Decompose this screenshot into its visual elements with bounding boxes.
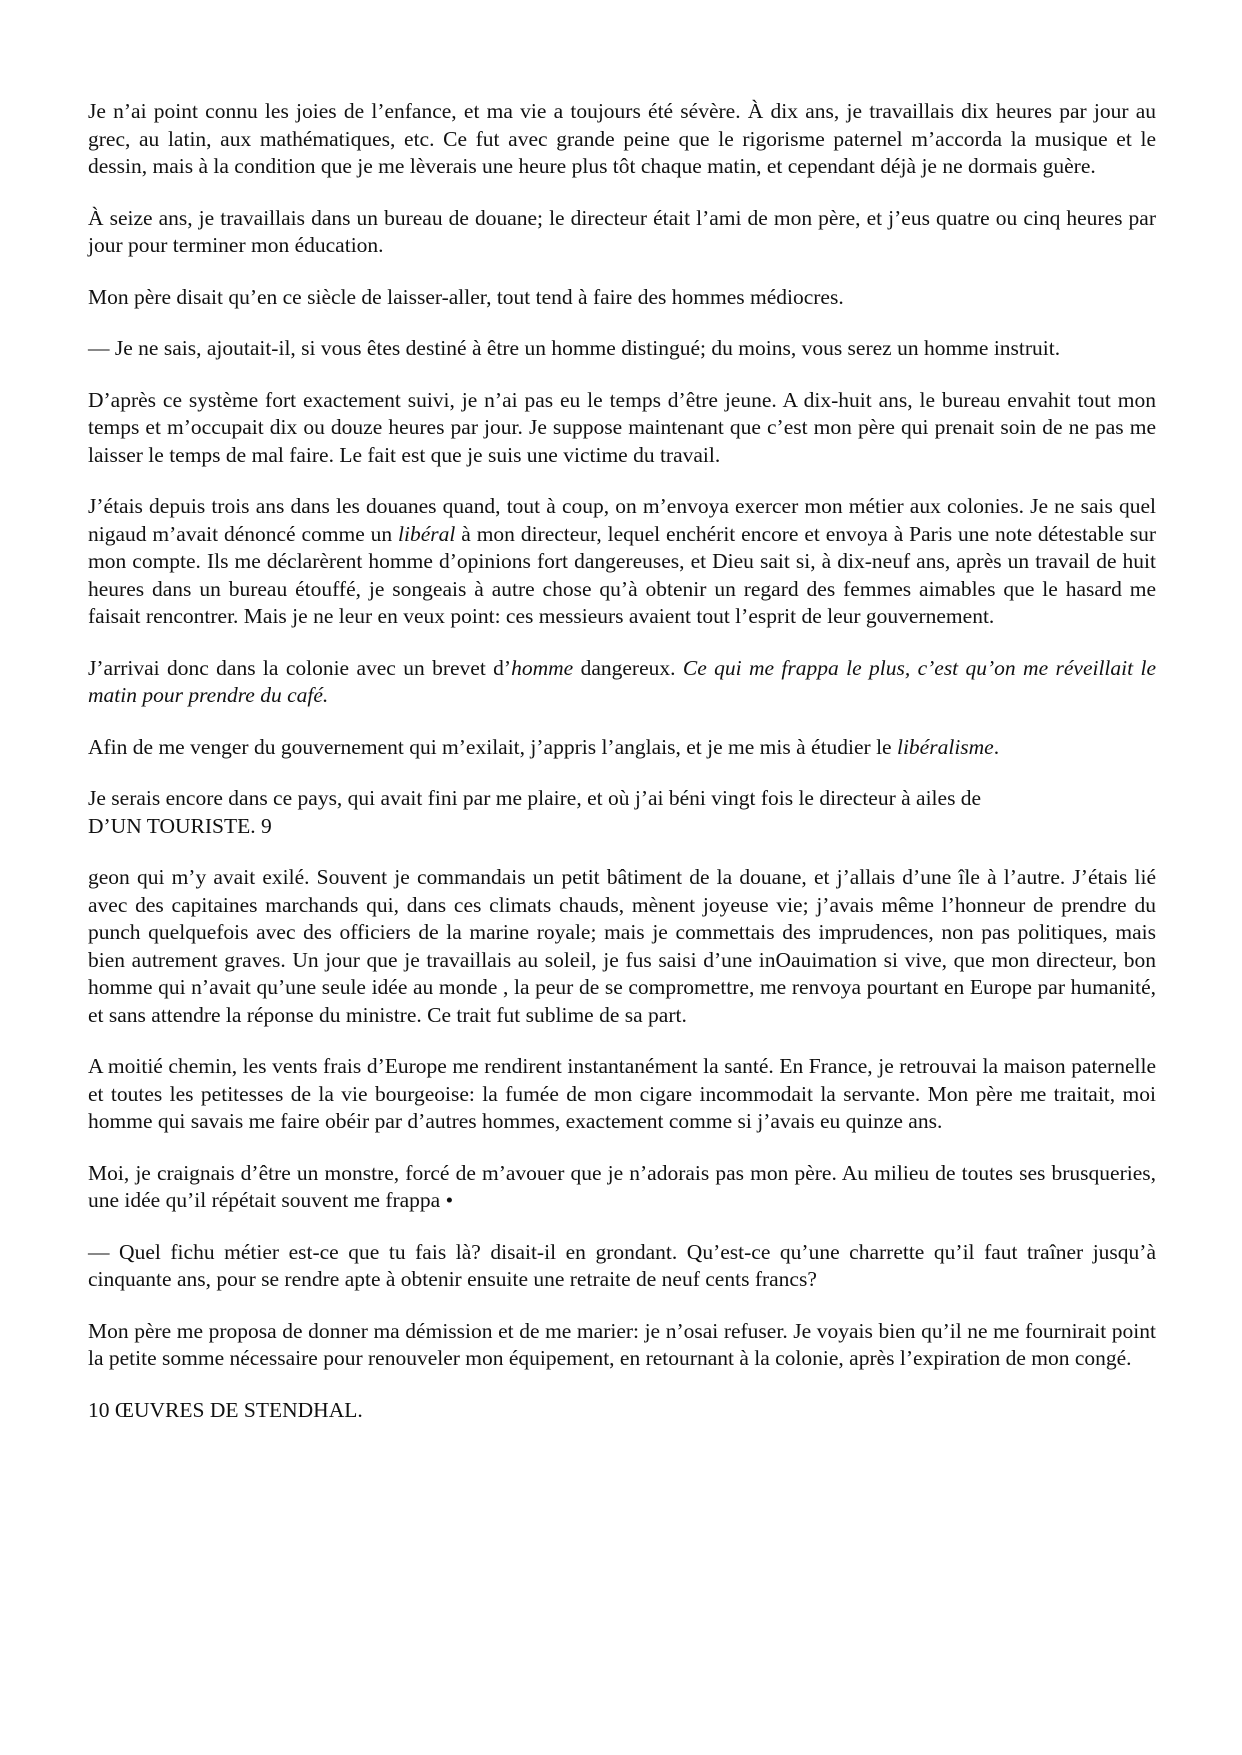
text-segment: Mon père disait qu’en ce siècle de laisser-aller, tout tend à faire des hommes médiocres. <box>88 284 844 309</box>
text-segment: Je n’ai point connu les joies de l’enfance, et ma vie a toujours été sévère. À dix ans, je travaillais dix heures par jour au grec, au latin, aux mathématiques, etc. Ce fut avec grande peine que le rigorisme paternel m’accorda la musique et le dessin, mais à la condition que je me lèverais une heure plus tôt chaque matin, et cependant déjà je ne dormais guère. <box>88 99 1156 178</box>
text-segment: à mon directeur, lequel enchérit encore et envoya à Paris une note détestable sur mon compte. Ils me déclarèrent homme d’opinions fort dangereuses, et Dieu sait si, à dix-neuf ans, après un travail de huit heures dans un bureau étouffé, je songeais à autre chose qu’à obtenir un regard des femmes aimables que le hasard me faisait rencontrer. Mais je ne leur en veux point: ces messieurs avaient tout l’esprit de leur gouvernement. <box>88 521 1157 628</box>
italic-text-segment: homme <box>511 655 574 680</box>
italic-text-segment: libéral <box>398 521 456 546</box>
paragraph-11 <box>88 1053 1156 1136</box>
paragraph-14 <box>88 1318 1156 1373</box>
text-segment: A moitié chemin, les vents frais d’Europe me rendirent instantanément la santé. En France, je retrouvai la maison paternelle et toutes les petitesses de la vie bourgeoise: la fumée de mon cigare incommodait la servante. Mon père me traitait, moi homme qui savais me faire obéir par d’autres hommes, exactement comme si j’avais eu quinze ans. <box>88 1054 1156 1133</box>
text-segment: J’arrivai donc dans la colonie avec un brevet d’ <box>88 655 512 680</box>
paragraph-13 <box>88 1239 1156 1294</box>
text-segment: Mon père me proposa de donner ma démission et de me marier: je n’osai refuser. Je voyais bien qu’il ne me fournirait point la petite somme nécessaire pour renouveler mon équipement, en retournant à la colonie, après l’expiration de mon congé. <box>88 1318 1156 1370</box>
text-segment: J’étais depuis trois ans dans les douanes quand, tout à coup, on m’envoya exercer mon métier aux colonies. Je ne sais quel nigaud m’avait dénoncé comme un <box>88 494 1156 546</box>
text-segment: Moi, je craignais d’être un monstre, forcé de m’avouer que je n’adorais pas mon père. Au milieu de toutes ses brusqueries, une idée qu’il répétait souvent me frappa • <box>88 1160 1156 1212</box>
paragraph-2 <box>88 205 1156 260</box>
text-segment: geon qui m’y avait exilé. Souvent je commandais un petit bâtiment de la douane, et j’allais d’une île à l’autre. J’étais lié avec des capitaines marchands qui, dans ces climats chauds, mènent joyeuse vie; j’avais même l’honneur de prendre du punch quelquefois avec des officiers de la marine royale; mais je commettais des imprudences, non pas politiques, mais bien autrement graves. Un jour que je travaillais au soleil, je fus saisi d’une inOauimation si vive, que mon directeur, bon homme qui n’avait qu’une seule idée au monde , la peur de se compromettre, me renvoya pourtant en Europe par humanité, et sans attendre la réponse du ministre. Ce trait fut sublime de sa part. <box>88 865 1156 1027</box>
text-segment: — Quel fichu métier est-ce que tu fais là? disait-il en grondant. Qu’est-ce qu’une charrette qu’il faut traîner jusqu’à cinquante ans, pour se rendre apte à obtenir ensuite une retraite de neuf cents francs? <box>88 1239 1156 1291</box>
paragraph-8 <box>88 734 1156 762</box>
paragraph-4 <box>88 335 1156 363</box>
paragraph-6 <box>88 493 1156 631</box>
paragraph-7 <box>88 655 1156 710</box>
text-segment: D’après ce système fort exactement suivi, je n’ai pas eu le temps d’être jeune. A dix-huit ans, le bureau envahit tout mon temps et m’occupait dix ou douze heures par jour. Je suppose maintenant que c’est mon père qui prenait soin de ne pas me laisser le temps de mal faire. Le fait est que je suis une victime du travail. <box>88 387 1156 467</box>
text-segment: — Je ne sais, ajoutait-il, si vous êtes destiné à être un homme distingué; du moins, vous serez un homme instruit. <box>88 336 1061 360</box>
page-footer: 10 ŒUVRES DE STENDHAL. <box>88 1397 363 1422</box>
running-header: D’UN TOURISTE. 9 <box>88 813 272 838</box>
italic-text-segment: libéralisme <box>896 734 994 759</box>
paragraph-1 <box>88 98 1156 181</box>
text-segment: À seize ans, je travaillais dans un bureau de douane; le directeur était l’ami de mon père, et j’eus quatre ou cinq heures par jour pour terminer mon éducation. <box>88 205 1156 257</box>
paragraph-5 <box>88 387 1156 470</box>
text-segment: dangereux. <box>573 655 683 680</box>
text-segment: Afin de me venger du gouvernement qui m’exilait, j’appris l’anglais, et je me mis à étudier le <box>88 734 897 759</box>
paragraph-3 <box>88 284 1156 312</box>
text-segment: . <box>993 734 1000 759</box>
paragraph-12 <box>88 1160 1156 1215</box>
text-segment: Je serais encore dans ce pays, qui avait fini par me plaire, et où j’ai béni vingt fois le directeur à ailes de <box>88 786 982 810</box>
paragraph-10 <box>88 864 1156 1029</box>
document-page <box>88 98 1156 1448</box>
paragraph-9 <box>88 785 1156 840</box>
italic-text-segment: Ce qui me frappa le plus, c’est qu’on me réveillait le matin pour prendre du café. <box>88 655 1156 707</box>
